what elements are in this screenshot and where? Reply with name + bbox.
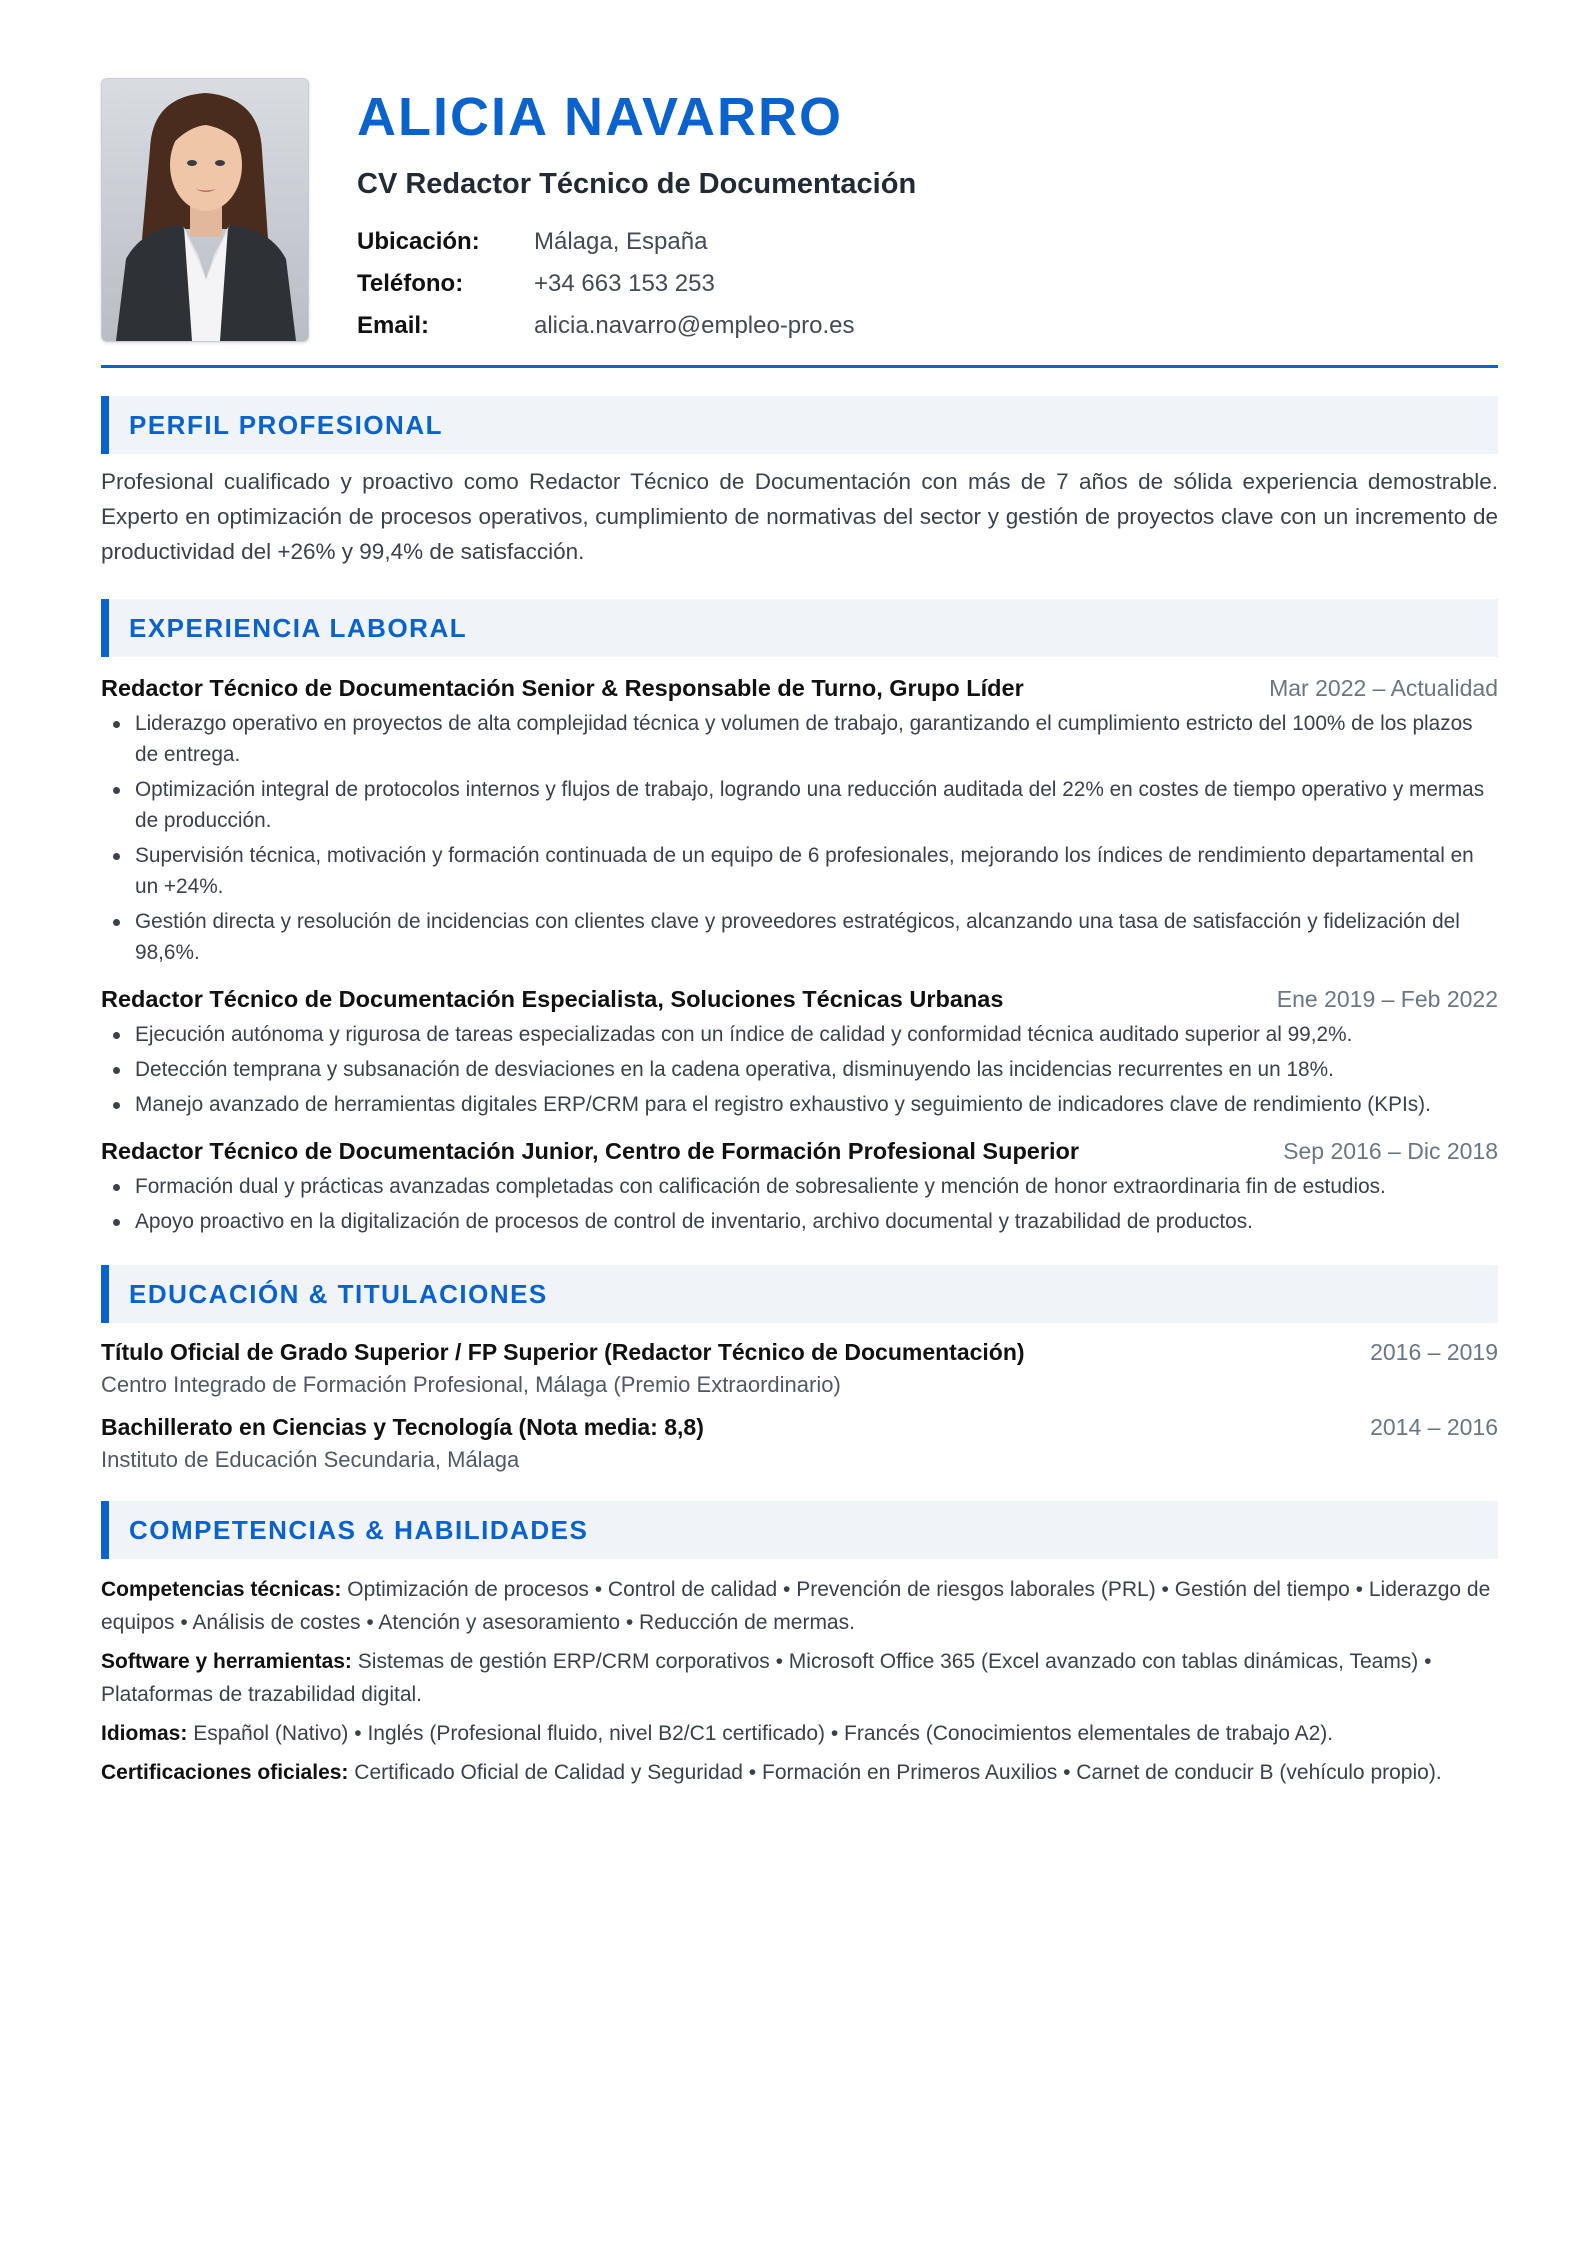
education-entry [101,1414,1498,1473]
list-item: Detección temprana y subsanación de desviaciones en la cadena operativa, disminuyendo las incidencias recurrentes en un 18%. [101,1054,1498,1085]
job-title: Redactor Técnico de Documentación Especialista, Soluciones Técnicas Urbanas [101,986,1004,1012]
job-entry [101,675,1498,968]
contact-label: Teléfono: [357,270,464,297]
list-item: Manejo avanzado de herramientas digitales ERP/CRM para el registro exhaustivo y seguimiento de indicadores clave de rendimiento (KPIs). [101,1089,1498,1120]
cv-subtitle: CV Redactor Técnico de Documentación [357,168,917,200]
education-school: Centro Integrado de Formación Profesional, Málaga (Premio Extraordinario) [101,1372,841,1397]
skill-row [101,1645,1498,1711]
contact-label: Ubicación: [357,228,480,255]
job-date: Sep 2016 – Dic 2018 [1283,1138,1498,1164]
section-title: PERFIL PROFESIONAL [129,409,443,440]
job-bullets [101,1171,1498,1237]
resume-page [101,78,1498,1795]
contact-value: Málaga, España [534,228,708,255]
list-item: Liderazgo operativo en proyectos de alta complejidad técnica y volumen de trabajo, garantizando el cumplimiento estricto del 100% de los plazos de entrega. [101,708,1498,770]
job-date: Ene 2019 – Feb 2022 [1276,986,1498,1012]
profile-summary: Profesional cualificado y proactivo como Redactor Técnico de Documentación con más de 7 años de sólida experiencia demostrable. Experto en optimización de procesos operativos, cumplimiento de normativas del sector y gestión de proyectos clave con un incremento de productividad del +26% y 99,4% de satisfacción. [101,469,1498,564]
list-item: Optimización integral de protocolos internos y flujos de trabajo, logrando una reducción auditada del 22% en costes de tiempo operativo y mermas de producción. [101,774,1498,836]
skill-row [101,1573,1498,1639]
job-entry [101,1138,1498,1237]
list-item: Formación dual y prácticas avanzadas completadas con calificación de sobresaliente y mención de honor extraordinaria fin de estudios. [101,1171,1498,1202]
contact-row-email [357,305,916,347]
list-item: Gestión directa y resolución de incidencias con clientes clave y proveedores estratégicos, alcanzando una tasa de satisfacción y fidelización del 98,6%. [101,906,1498,968]
skill-text: Sistemas de gestión ERP/CRM corporativos • Microsoft Office 365 (Excel avanzado con tablas dinámicas, Teams) • Plataformas de trazabilidad digital. [101,1650,1432,1706]
resume-header [101,78,1498,342]
job-date: Mar 2022 – Actualidad [1269,675,1498,701]
contact-info [357,221,916,347]
skill-label: Competencias técnicas: [101,1578,342,1601]
job-entry [101,986,1498,1120]
education-title: Bachillerato en Ciencias y Tecnología (Nota media: 8,8) [101,1414,704,1440]
profile-photo [101,78,309,342]
section-title: EXPERIENCIA LABORAL [129,612,468,643]
education-date: 2016 – 2019 [1370,1339,1498,1365]
skills-list [101,1573,1498,1789]
section-title: COMPETENCIAS & HABILIDADES [129,1514,589,1545]
section-header-education [101,1265,1498,1323]
skill-text: Optimización de procesos • Control de calidad • Prevención de riesgos laborales (PRL) • Gestión del tiempo • Liderazgo de equipos • Análisis de costes • Atención y asesoramiento • Reducción de mermas. [101,1578,1491,1634]
section-header-experience [101,599,1498,657]
education-entry [101,1339,1498,1398]
skill-label: Idiomas: [101,1722,188,1745]
section-header-profile [101,396,1498,454]
header-info [357,78,916,342]
contact-label: Email: [357,312,430,339]
job-title: Redactor Técnico de Documentación Junior, Centro de Formación Profesional Superior [101,1138,1080,1164]
contact-row-location [357,221,916,263]
job-bullets [101,708,1498,968]
job-title: Redactor Técnico de Documentación Senior & Responsable de Turno, Grupo Líder [101,675,1024,701]
section-title: EDUCACIÓN & TITULACIONES [129,1278,548,1309]
list-item: Supervisión técnica, motivación y formación continuada de un equipo de 6 profesionales, mejorando los índices de rendimiento departamental en un +24%. [101,840,1498,902]
contact-value: alicia.navarro@empleo-pro.es [534,312,855,339]
skill-row [101,1756,1498,1789]
education-school: Instituto de Educación Secundaria, Málaga [101,1447,520,1472]
education-date: 2014 – 2016 [1370,1414,1498,1440]
skill-text: Español (Nativo) • Inglés (Profesional fluido, nivel B2/C1 certificado) • Francés (Conocimientos elementales de trabajo A2). [187,1722,1334,1745]
candidate-name: ALICIA NAVARRO [357,87,843,147]
education-title: Título Oficial de Grado Superior / FP Superior (Redactor Técnico de Documentación) [101,1339,1025,1365]
skill-label: Certificaciones oficiales: [101,1761,349,1784]
skill-label: Software y herramientas: [101,1650,352,1673]
list-item: Apoyo proactivo en la digitalización de procesos de control de inventario, archivo documental y trazabilidad de productos. [101,1206,1498,1237]
contact-value: +34 663 153 253 [534,270,715,297]
section-header-skills [101,1501,1498,1559]
contact-row-phone [357,263,916,305]
list-item: Ejecución autónoma y rigurosa de tareas especializadas con un índice de calidad y conformidad técnica auditado superior al 99,2%. [101,1019,1498,1050]
skill-text: Certificado Oficial de Calidad y Seguridad • Formación en Primeros Auxilios • Carnet de conducir B (vehículo propio). [348,1761,1442,1784]
job-bullets [101,1019,1498,1120]
header-divider [101,365,1498,368]
skill-row [101,1717,1498,1750]
